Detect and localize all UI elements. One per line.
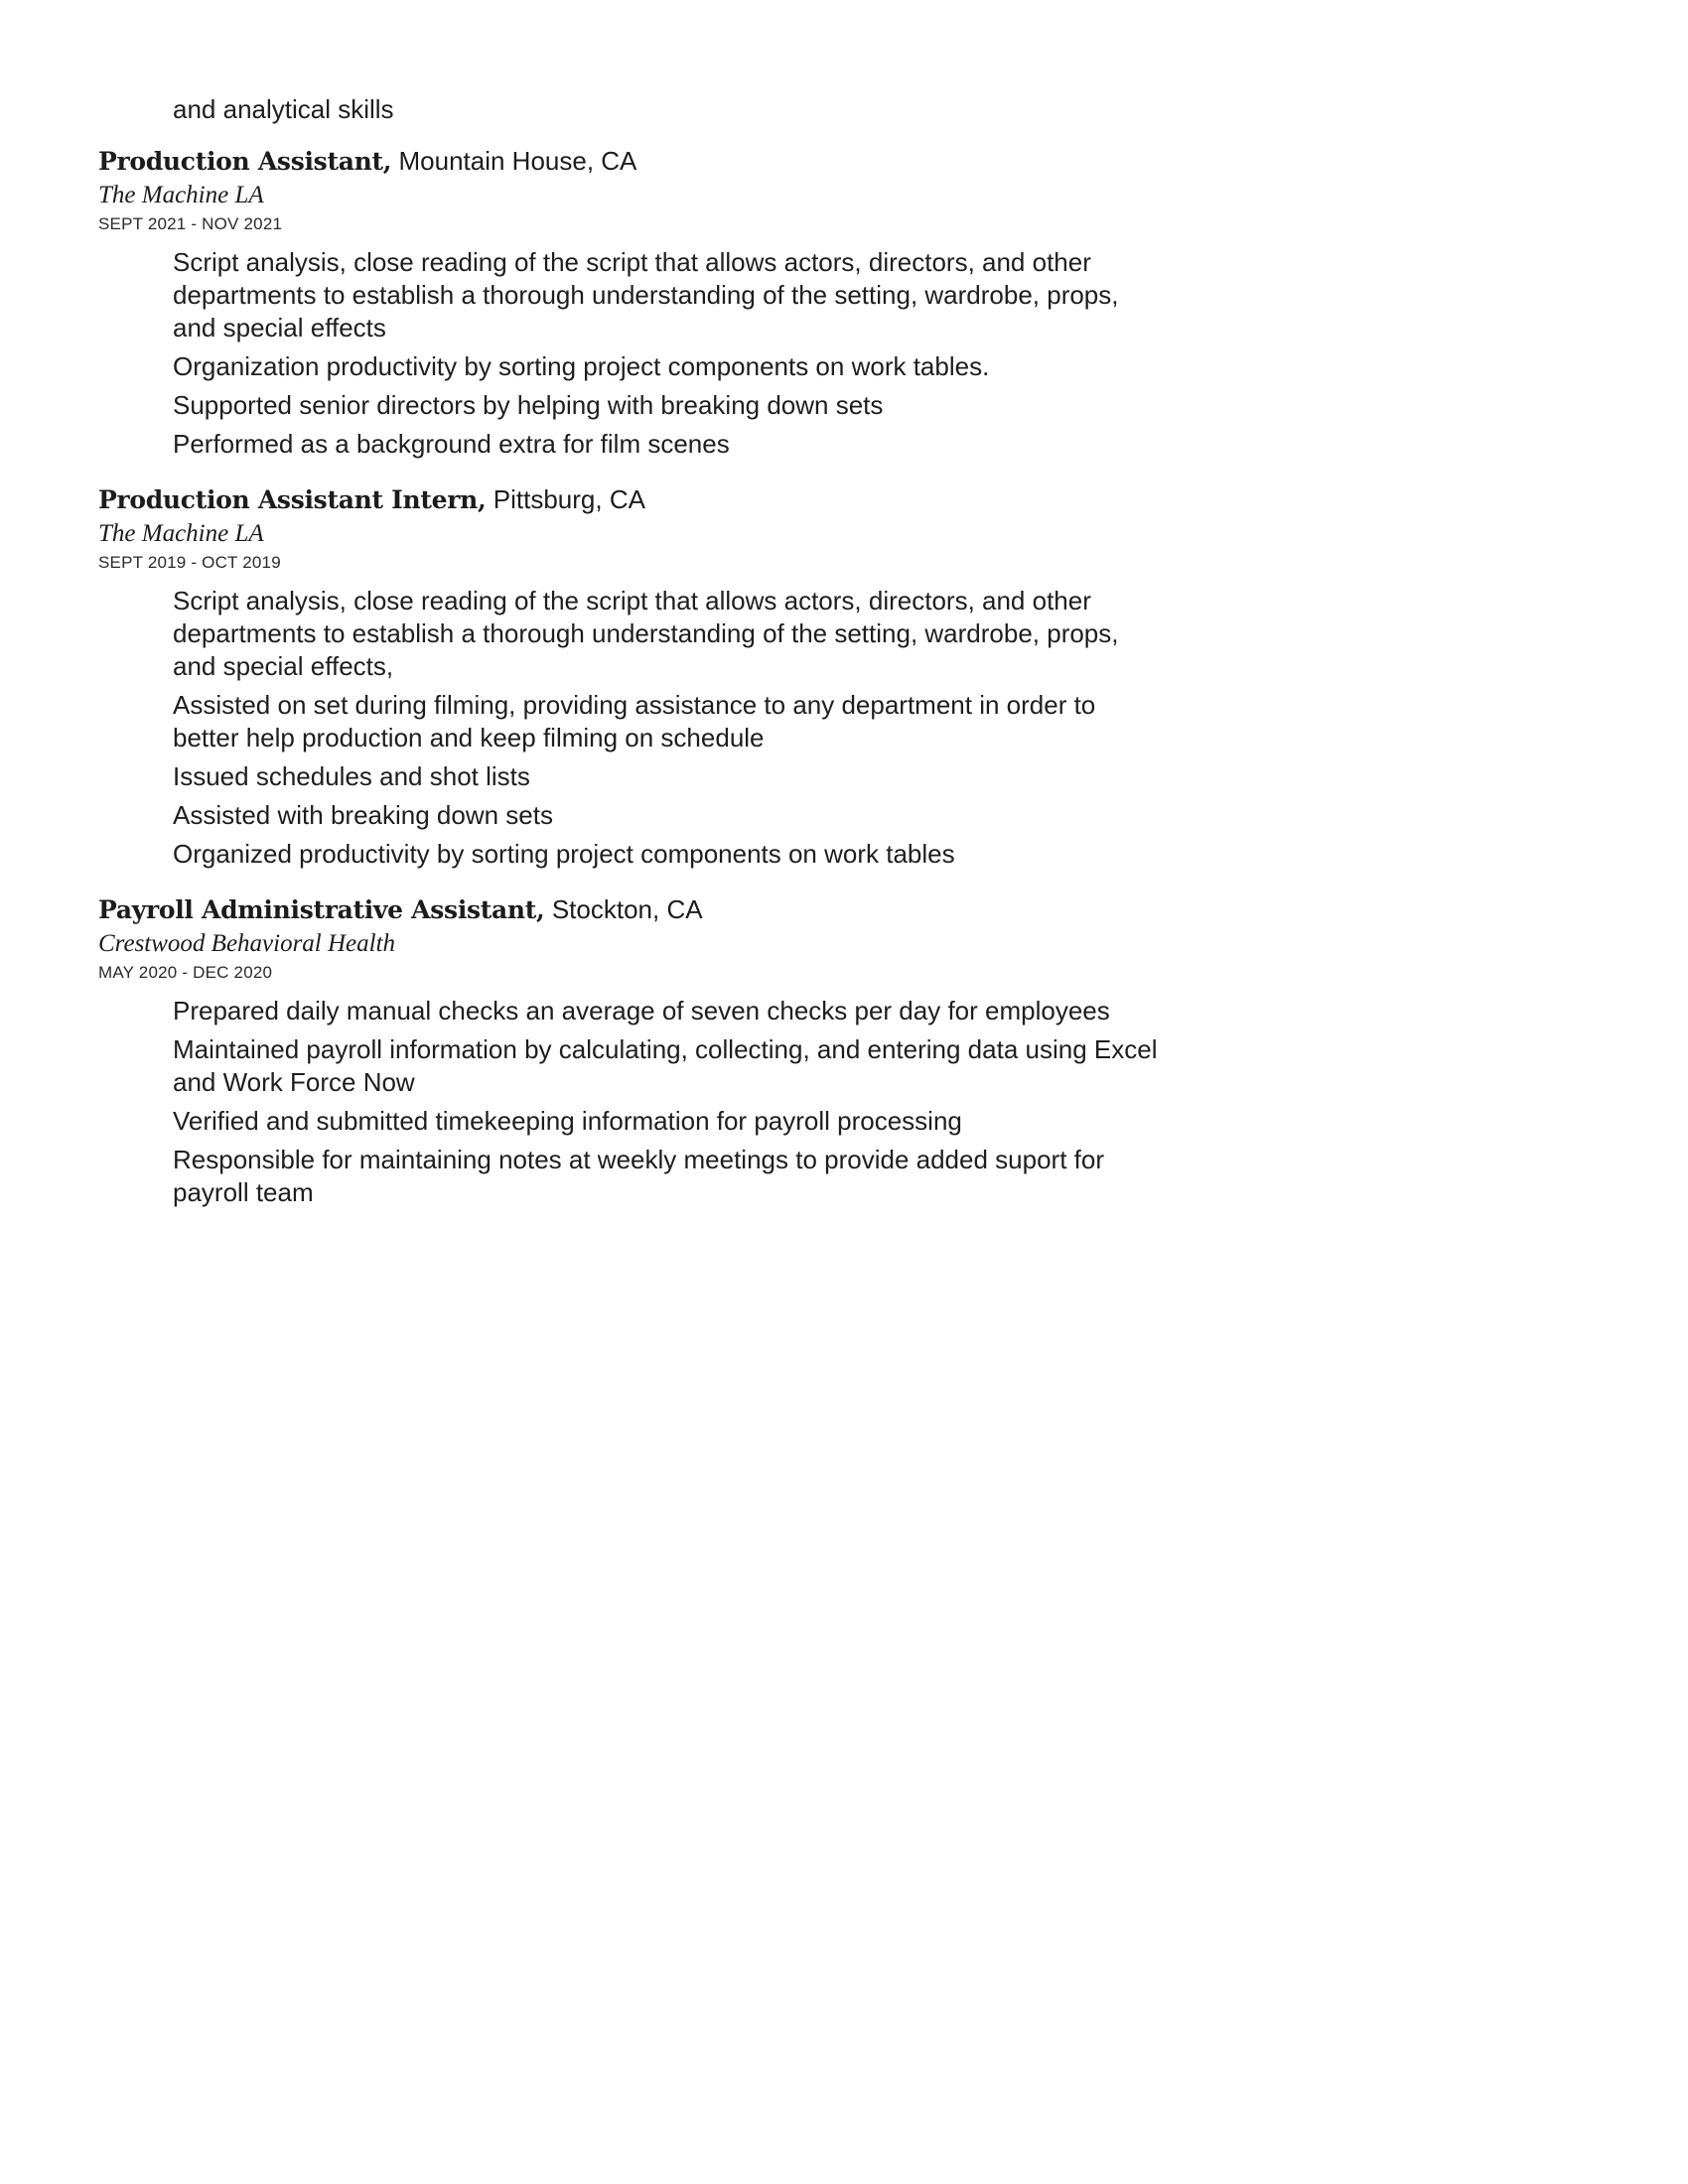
job-header: [98, 144, 1191, 179]
job-dates: SEPT 2019 - OCT 2019: [98, 553, 281, 572]
job-dates: SEPT 2021 - NOV 2021: [98, 214, 283, 233]
job-title: Production Assistant Intern,: [98, 485, 487, 514]
experience-section: [98, 93, 1191, 1231]
job-bullets: [98, 585, 1166, 871]
job-dates: MAY 2020 - DEC 2020: [98, 963, 273, 982]
job-bullet: Script analysis, close reading of the script that allows actors, directors, and other departments to establish a thorough understanding of the setting, wardrobe, props, and special effects,: [173, 586, 1119, 681]
job-entry: [98, 892, 1191, 1209]
job-title: Payroll Administrative Assistant,: [98, 895, 545, 924]
job-bullet: Prepared daily manual checks an average of seven checks per day for employees: [173, 996, 1110, 1025]
job-bullet: Performed as a background extra for film scenes: [173, 429, 730, 459]
job-bullet: Maintained payroll information by calculating, collecting, and entering data using Excel and Work Force Now: [173, 1034, 1158, 1097]
job-bullet: Assisted on set during filming, providing assistance to any department in order to better help production and keep filming on schedule: [173, 690, 1096, 752]
job-bullet: Issued schedules and shot lists: [173, 761, 530, 791]
job-location: Pittsburg, CA: [492, 484, 645, 514]
job-bullet: Supported senior directors by helping with breaking down sets: [173, 390, 884, 420]
job-bullet: Script analysis, close reading of the script that allows actors, directors, and other departments to establish a thorough understanding of the setting, wardrobe, props, and special effects: [173, 247, 1119, 342]
job-entry: [98, 482, 1191, 871]
job-bullets: [98, 246, 1166, 461]
job-header: [98, 892, 1191, 927]
job-bullets: [98, 995, 1166, 1209]
job-location: Mountain House, CA: [398, 146, 637, 176]
job-entry: [98, 144, 1191, 461]
carryover-text: and analytical skills: [173, 94, 394, 124]
job-bullet: Organization productivity by sorting project components on work tables.: [173, 351, 990, 381]
job-title: Production Assistant,: [98, 147, 392, 176]
job-bullet: Responsible for maintaining notes at weekly meetings to provide added suport for payroll team: [173, 1145, 1104, 1207]
job-company: The Machine LA: [98, 182, 264, 208]
job-header: [98, 482, 1191, 517]
job-location: Stockton, CA: [551, 894, 703, 924]
job-bullet: Assisted with breaking down sets: [173, 800, 553, 830]
job-bullet: Organized productivity by sorting project components on work tables: [173, 839, 955, 869]
job-bullet: Verified and submitted timekeeping information for payroll processing: [173, 1106, 962, 1136]
job-company: Crestwood Behavioral Health: [98, 930, 396, 957]
job-company: The Machine LA: [98, 520, 264, 547]
